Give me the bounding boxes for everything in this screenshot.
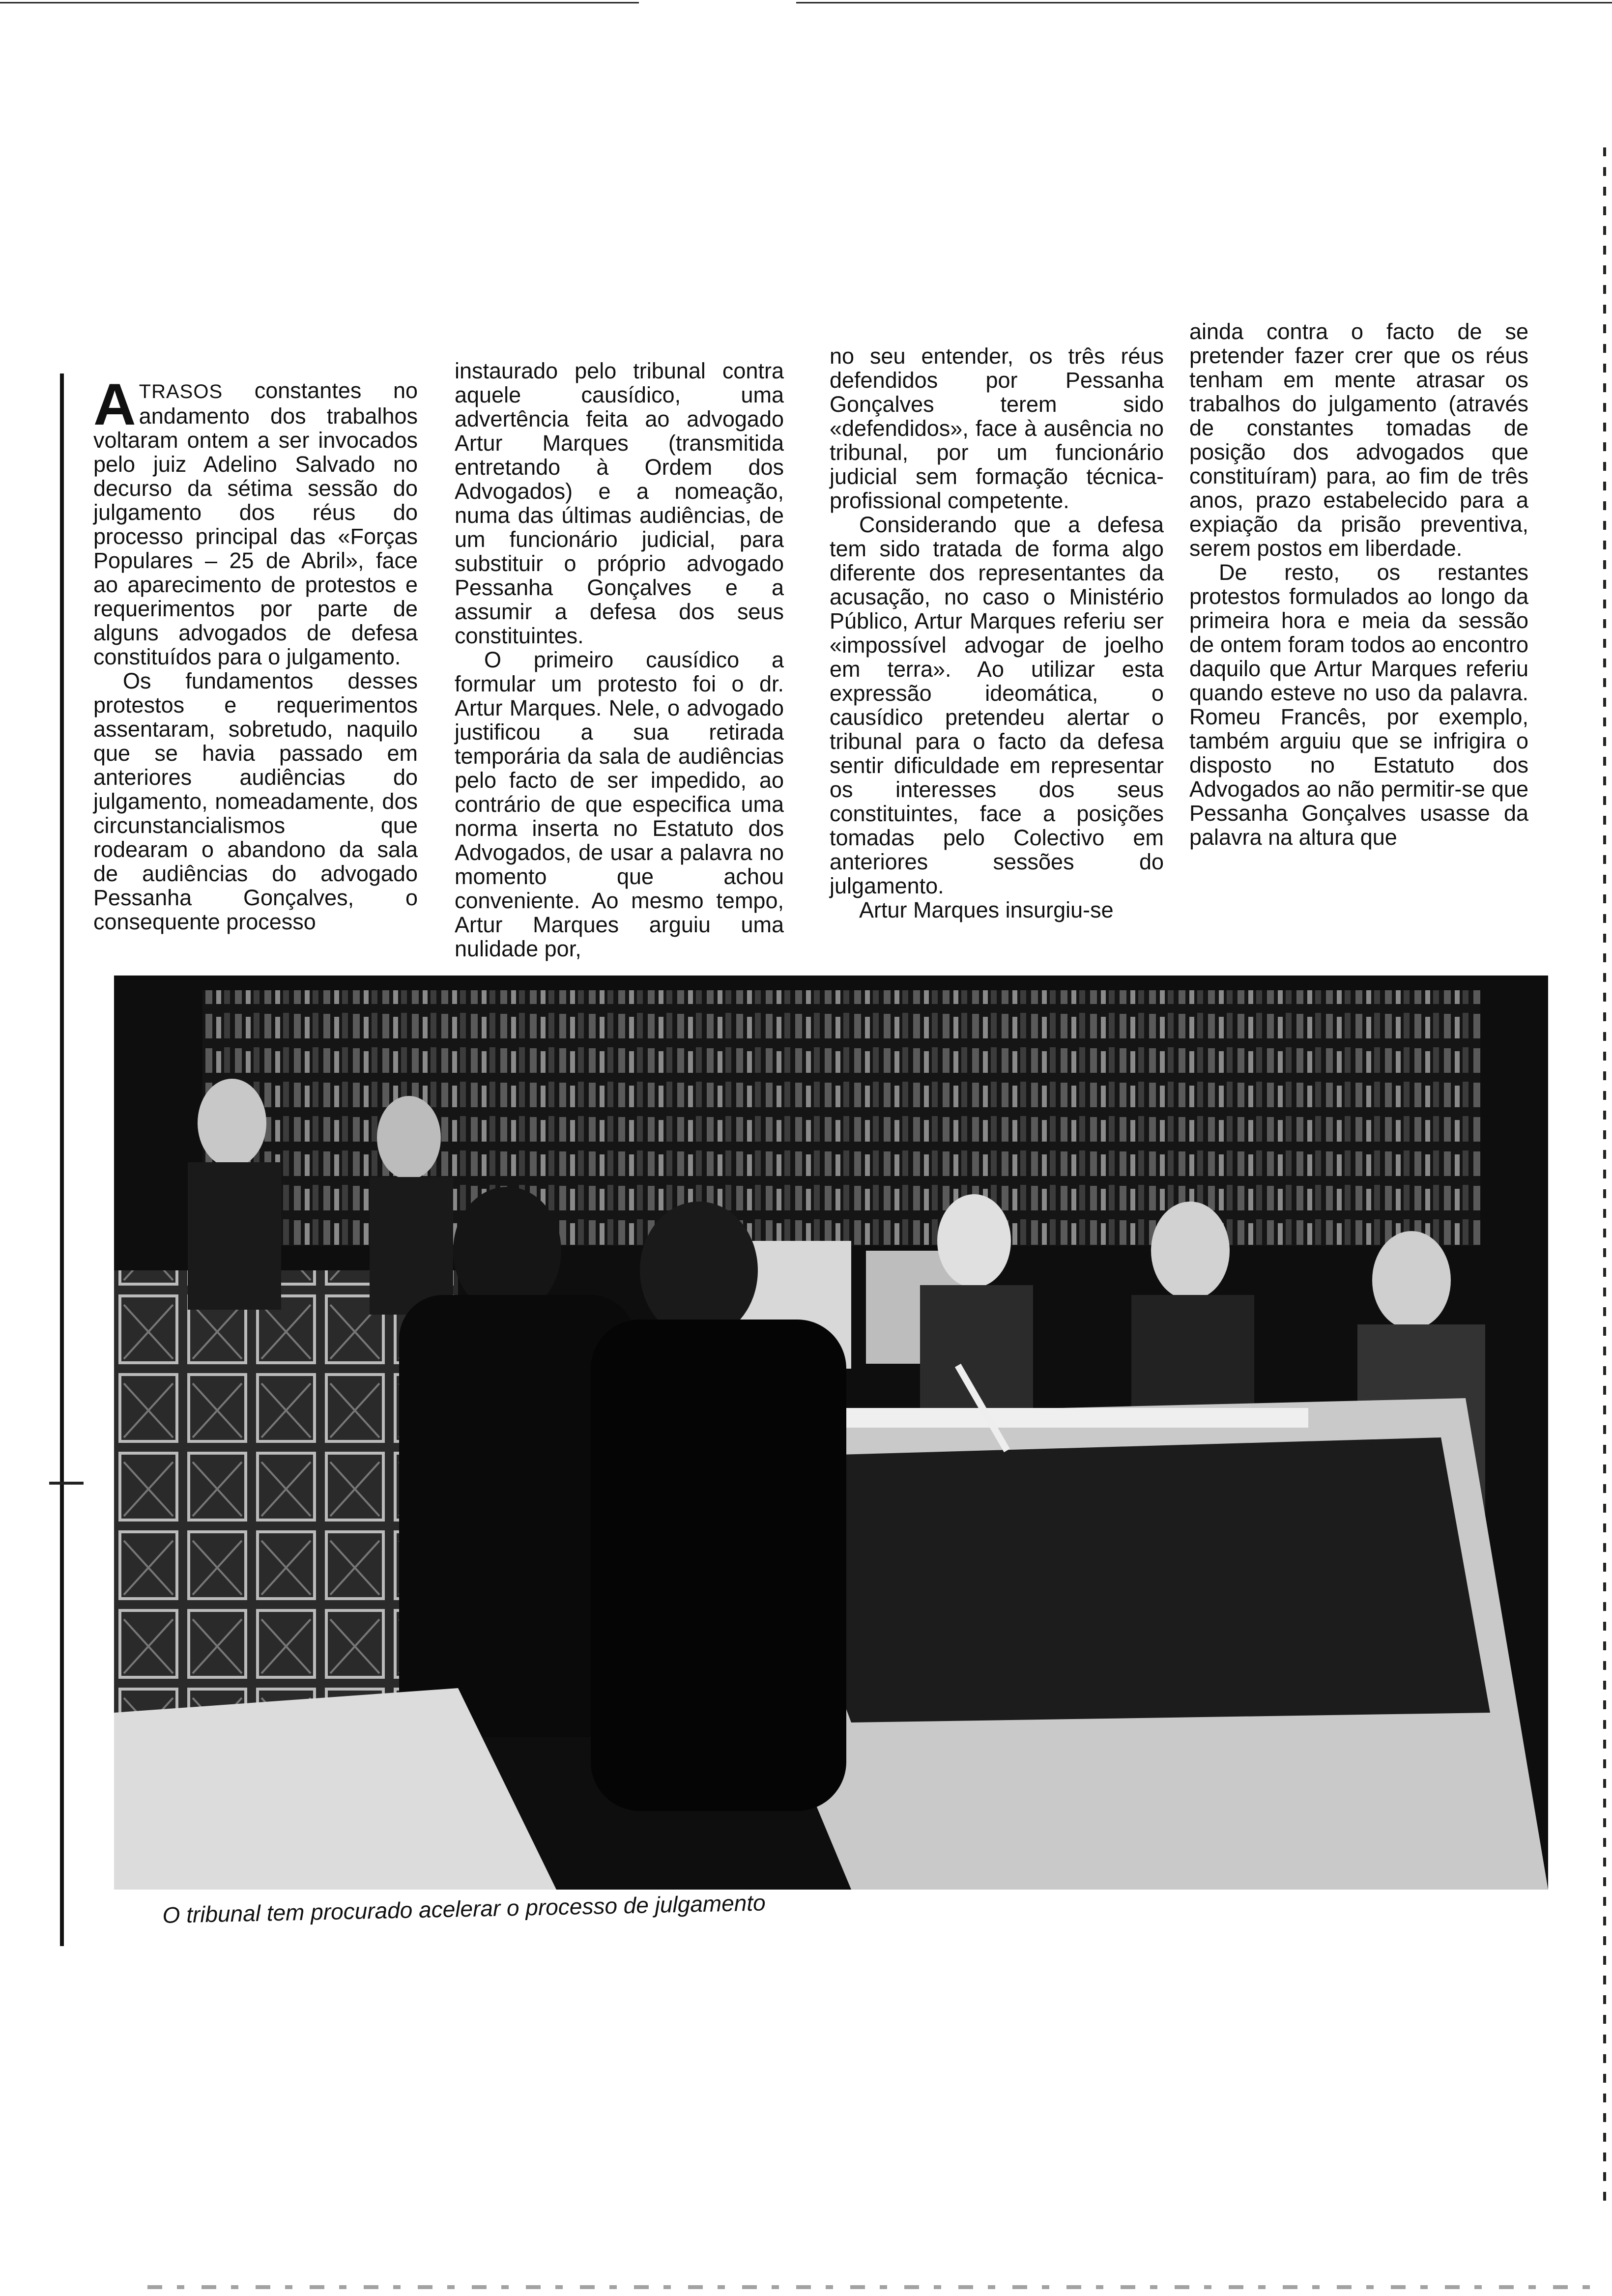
drop-cap: A: [93, 372, 136, 437]
article-column-2: [455, 359, 784, 961]
paragraph: ainda contra o facto de se pretender fazer crer que os réus tenham em mente atrasar os trabalhos do julgamento (através de constantes tomadas de posição dos advogados que constituíram) para, ao fim de três anos, prazo estabelecido para a expiação da prisão preventiva, serem postos em liberdade.: [1189, 319, 1528, 561]
paragraph: De resto, os restantes protestos formulados ao longo da primeira hora e meia da sessão de ontem foram todos ao encontro daquilo que Artur Marques referiu quando esteve no uso da palavra. Romeu Francês, por exemplo, também arguiu que se infrigira o disposto no Estatuto dos Advogados ao não permitir-se que Pessanha Gonçalves usasse da palavra na altura que: [1189, 560, 1528, 850]
top-rule-left: [0, 2, 639, 3]
page-edge-dashed: [1603, 147, 1606, 2211]
courtroom-photo: [114, 976, 1548, 1890]
top-rule-right: [796, 2, 1612, 3]
bottom-noise-strip: [147, 2285, 1597, 2289]
paragraph: no seu entender, os três réus defendidos por Pessanha Gonçalves terem sido «defendidos», face à ausência no tribunal, por um funcionário judicial sem formação técnica-profissional competente.: [830, 344, 1164, 513]
paragraph: Os fundamentos desses protestos e requerimentos assentaram, sobretudo, naquilo que se havia passado em anteriores audiências do julgamento, nomeadamente, dos circunstancialismos que rodearam o abandono da sala de audiências do advogado Pessanha Gonçalves, o consequente processo: [93, 668, 418, 934]
paragraph: Considerando que a defesa tem sido tratada de forma algo diferente dos representantes da acusação, no caso o Ministério Público, Artur Marques referiu ser «impossível advogar de joelho em terra». Ao utilizar esta expressão ideomática, o causídico pretendeu alertar o tribunal para o facto da defesa sentir dificuldade em representar os interesses dos seus constituintes, face a posições tomadas pelo Colectivo em anteriores sessões do julgamento.: [830, 512, 1164, 898]
paragraph: instaurado pelo tribunal contra aquele causídico, uma advertência feita ao advogado Artur Marques (transmitida entretando à Ordem dos Advogados) e a nomeação, numa das últimas audiências, de um funcionário judicial, para substituir o próprio advogado Pessanha Gonçalves e a assumir a defesa dos seus constituintes.: [455, 358, 784, 648]
courtroom-photo-graphic: [114, 976, 1548, 1890]
photo-caption: O tribunal tem procurado acelerar o processo de julgamento: [162, 1890, 766, 1928]
lead-paragraph: [93, 372, 418, 669]
paragraph: Artur Marques insurgiu-se: [859, 897, 1114, 922]
paragraph-text: constantes no andamento dos trabalhos voltaram ontem a ser invocados pelo juiz Adelino Salvado no decurso da sétima sessão do julgamento dos réus do processo principal das «Forças Populares – 25 de Abril», face ao aparecimento de protestos e requerimentos por parte de alguns advogados de defesa constituídos para o julgamento.: [93, 378, 418, 669]
article-column-3: [830, 344, 1164, 922]
page-edge-line: [60, 373, 64, 1946]
lead-caps: TRASOS: [139, 381, 223, 402]
article-column-4: [1189, 319, 1528, 849]
article-column-1: [93, 372, 418, 934]
paper-crease-mark: [49, 1482, 84, 1485]
paragraph: O primeiro causídico a formular um protesto foi o dr. Artur Marques. Nele, o advogado justificou a sua retirada temporária da sala de audiências pelo facto de ser impedido, ao contrário de que especifica uma norma inserta no Estatuto dos Advogados, de usar a palavra no momento que achou conveniente. Ao mesmo tempo, Artur Marques arguiu uma nulidade por,: [455, 647, 784, 961]
